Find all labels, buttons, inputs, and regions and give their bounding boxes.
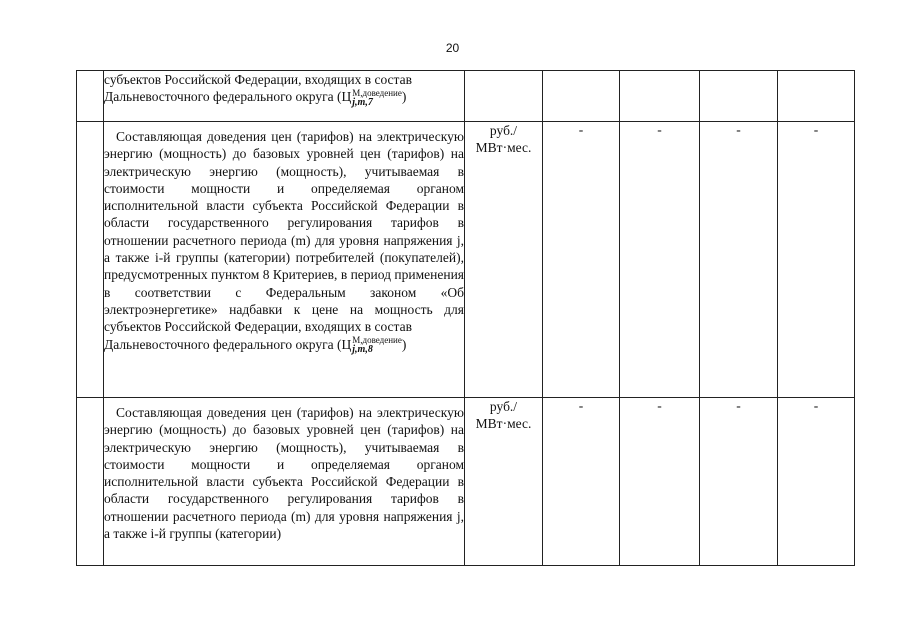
price-symbol (352, 89, 402, 107)
description-tail: Дальневосточного федерального округа (Ц (104, 89, 352, 105)
value-cell (543, 71, 620, 122)
closing-paren: ) (401, 89, 407, 105)
unit-cell (465, 71, 543, 122)
number-cell (77, 398, 104, 566)
page-number: 20 (445, 41, 460, 55)
description-cell (104, 71, 465, 122)
symbol-superscript: М,доведение (352, 335, 402, 346)
description-text: Составляющая доведения цен (тарифов) на электрическую энергию (мощность) до базовых уровней цен (тарифов) на электрическую энергию (мощность), учитываемая в стоимости мощности и определяемая органом исполнительной власти субъекта Российской Федерации в области государственного регулирования тарифов в отношении расчетного периода (m) для уровня напряжения j, а также i-й группы (категории) (104, 405, 464, 542)
number-cell (77, 71, 104, 122)
description-cell (104, 122, 465, 398)
description-text: Составляющая доведения цен (тарифов) на электрическую энергию (мощность) до базовых уровней цен (тарифов) на электрическую энергию (мощность), учитываемая в стоимости мощности и определяемая органом исполнительной власти субъекта Российской Федерации в области государственного регулирования тарифов в отношении расчетного периода (m) для уровня напряжения j, а также i-й группы (категории) потребителей (покупателей), предусмотренных пунктом 8 Критериев, в период применения в соответствии с Федеральным законом «Об электроэнергетике» надбавки к цене на мощность для субъектов Российской Федерации, входящих в состав (104, 129, 464, 335)
value-cell: - (620, 122, 700, 398)
value-cell: - (543, 398, 620, 566)
description-text: субъектов Российской Федерации, входящих в состав (104, 72, 412, 87)
table-row (77, 122, 855, 398)
symbol-superscript: М,доведение (352, 88, 402, 99)
value-cell (620, 71, 700, 122)
description-cell (104, 398, 465, 566)
value-cell: - (700, 398, 778, 566)
value-cell (700, 71, 778, 122)
price-symbol (352, 336, 402, 354)
value-cell (778, 71, 855, 122)
value-cell: - (778, 398, 855, 566)
unit-cell: руб./ МВт·мес. (465, 122, 543, 398)
symbol-subscript: j,m,8 (352, 344, 373, 356)
description-last-line (104, 336, 464, 355)
table-row (77, 71, 855, 122)
description-tail: Дальневосточного федерального округа (Ц (104, 336, 352, 352)
value-cell: - (778, 122, 855, 398)
value-cell: - (620, 398, 700, 566)
closing-paren: ) (401, 336, 407, 352)
tariff-table (76, 70, 855, 566)
value-cell: - (700, 122, 778, 398)
table-row (77, 398, 855, 566)
symbol-subscript: j,m,7 (352, 97, 373, 109)
description-last-line (104, 88, 464, 107)
unit-cell: руб./ МВт·мес. (465, 398, 543, 566)
value-cell: - (543, 122, 620, 398)
number-cell (77, 122, 104, 398)
